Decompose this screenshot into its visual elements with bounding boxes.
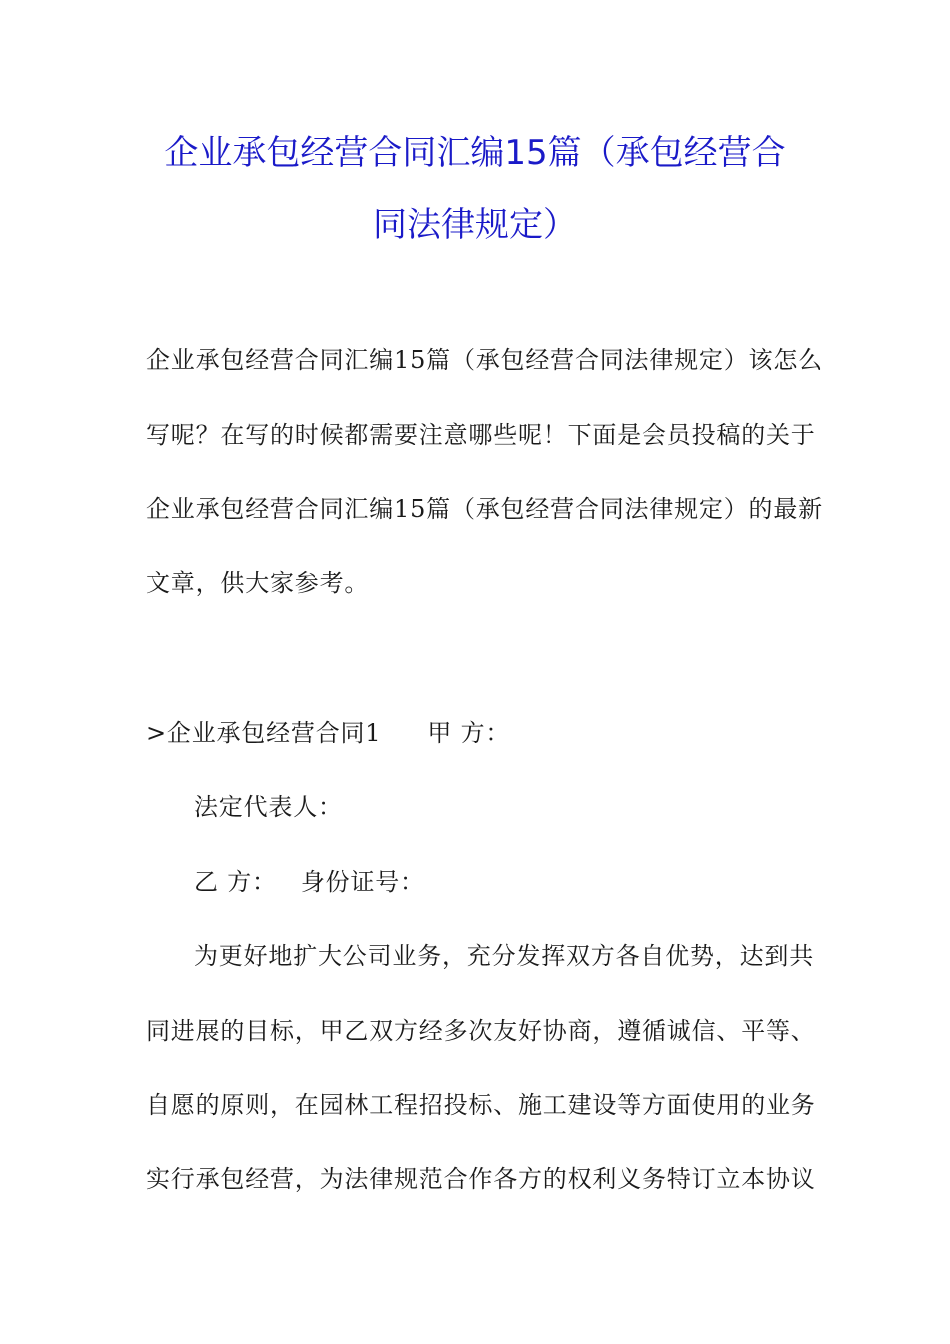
body-line-4: 实行承包经营，为法律规范合作各方的权利义务特订立本协议 xyxy=(146,1165,816,1193)
party-b-row xyxy=(194,870,864,894)
party-a-label: 甲 方： xyxy=(427,719,511,747)
document-title-line-2: 同法律规定） xyxy=(373,205,577,245)
document-title-line-1: 企业承包经营合同汇编15篇（承包经营合 xyxy=(164,133,786,173)
section-heading: >企业承包经营合同1 xyxy=(146,719,382,747)
section-heading-row xyxy=(146,721,816,745)
intro-line-1: 企业承包经营合同汇编15篇（承包经营合同法律规定）该怎么 xyxy=(146,346,823,374)
legal-representative-label: 法定代表人： xyxy=(194,793,343,821)
intro-line-2: 写呢？在写的时候都需要注意哪些呢！下面是会员投稿的关于 xyxy=(146,421,816,449)
intro-line-3: 企业承包经营合同汇编15篇（承包经营合同法律规定）的最新 xyxy=(146,495,823,523)
party-b-label: 乙 方： xyxy=(194,868,277,896)
intro-line-4: 文章，供大家参考。 xyxy=(146,569,370,597)
body-line-1: 为更好地扩大公司业务，充分发挥双方各自优势，达到共 xyxy=(194,942,814,970)
id-number-label: 身份证号： xyxy=(300,868,425,896)
body-line-2: 同进展的目标，甲乙双方经多次友好协商，遵循诚信、平等、 xyxy=(146,1017,816,1045)
body-line-3: 自愿的原则，在园林工程招投标、施工建设等方面使用的业务 xyxy=(146,1091,816,1119)
